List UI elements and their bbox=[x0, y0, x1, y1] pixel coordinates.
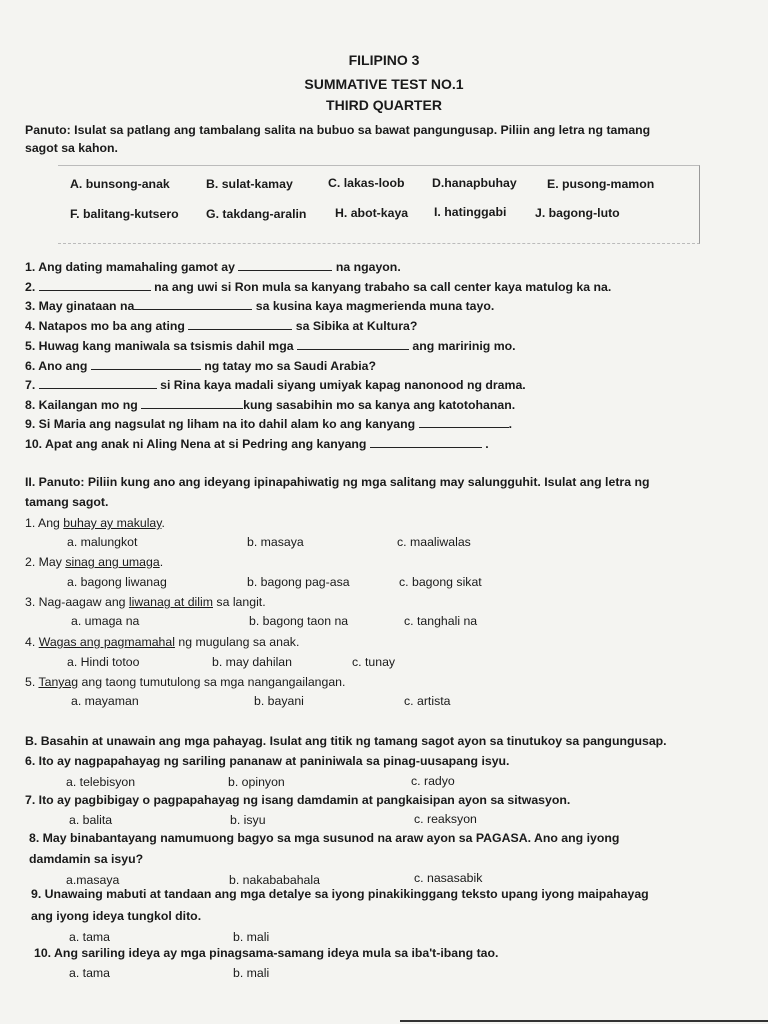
answer-blank[interactable] bbox=[39, 377, 157, 389]
choice-d: D.hanapbuhay bbox=[432, 176, 517, 190]
choice-f: F. balitang-kutsero bbox=[70, 207, 179, 221]
partB-question-9-line1: 9. Unawaing mabuti at tandaan ang mga detalye sa iyong pinakikinggang teksto upang iyong maipahayag bbox=[31, 887, 649, 901]
q9-choice-b: b. mali bbox=[233, 930, 270, 944]
part1-item-8: 8. Kailangan mo ng kung sasabihin mo sa kanya ang katotohanan. bbox=[25, 398, 516, 412]
part1-item-2: 2. na ang uwi si Ron mula sa kanyang trabaho sa call center kaya matulog ka na. bbox=[25, 280, 612, 294]
part1-item-6: 6. Ano ang ng tatay mo sa Saudi Arabia? bbox=[25, 359, 376, 373]
part1-item-5: 5. Huwag kang maniwala sa tsismis dahil mga ang maririnig mo. bbox=[25, 339, 516, 353]
test-title: SUMMATIVE TEST NO.1 bbox=[304, 76, 464, 92]
part1-item-10: 10. Apat ang anak ni Aling Nena at si Pedring ang kanyang . bbox=[25, 437, 489, 451]
part2-item-2-choice-a: a. bagong liwanag bbox=[67, 575, 167, 589]
answer-blank[interactable] bbox=[370, 436, 482, 448]
answer-blank[interactable] bbox=[188, 318, 292, 330]
q6-choice-a: a. telebisyon bbox=[66, 775, 136, 789]
part2-instruction-line1: II. Panuto: Piliin kung ano ang ideyang ipinapahiwatig ng mga salitang may salungguhit. Isulat ang letra ng bbox=[25, 475, 650, 489]
part2-item-4-choice-a: a. Hindi totoo bbox=[67, 655, 140, 669]
part2-item-3-choice-b: b. bagong taon na bbox=[249, 614, 349, 628]
q8-choice-a: a.masaya bbox=[66, 873, 120, 887]
q9-choice-a: a. tama bbox=[69, 930, 111, 944]
q7-choice-c: c. reaksyon bbox=[414, 812, 477, 826]
partB-question-10: 10. Ang sariling ideya ay mga pinagsama-samang ideya mula sa iba't-ibang tao. bbox=[34, 946, 499, 960]
part2-item-1-choice-a: a. malungkot bbox=[67, 535, 138, 549]
choice-i: I. hatinggabi bbox=[434, 205, 507, 219]
q7-choice-a: a. balita bbox=[69, 813, 113, 827]
answer-blank[interactable] bbox=[39, 279, 151, 291]
partB-instruction: B. Basahin at unawain ang mga pahayag. Isulat ang titik ng tamang sagot ayon sa tinutukoy sa pangungusap. bbox=[25, 734, 667, 748]
part2-item-5-choice-a: a. mayaman bbox=[71, 694, 139, 708]
q8-choice-c: c. nasasabik bbox=[414, 871, 483, 885]
answer-blank[interactable] bbox=[238, 259, 332, 271]
part2-item-2-choice-c: c. bagong sikat bbox=[399, 575, 482, 589]
part2-item-5: 5. Tanyag ang taong tumutulong sa mga nangangailangan. bbox=[25, 675, 346, 689]
part2-item-5-choice-c: c. artista bbox=[404, 694, 451, 708]
choice-c: C. lakas-loob bbox=[328, 176, 405, 190]
answer-blank[interactable] bbox=[419, 416, 509, 428]
part1-instruction-line2: sagot sa kahon. bbox=[25, 141, 118, 155]
part2-item-4: 4. Wagas ang pagmamahal ng mugulang sa anak. bbox=[25, 635, 300, 649]
part2-item-1-choice-c: c. maaliwalas bbox=[397, 535, 471, 549]
part2-item-1: 1. Ang buhay ay makulay. bbox=[25, 516, 165, 530]
part2-item-2: 2. May sinag ang umaga. bbox=[25, 555, 164, 569]
q8-choice-b: b. nakababahala bbox=[229, 873, 320, 887]
choice-a: A. bunsong-anak bbox=[70, 177, 170, 191]
part2-item-1-choice-b: b. masaya bbox=[247, 535, 304, 549]
part2-item-4-choice-b: b. may dahilan bbox=[212, 655, 292, 669]
choice-j: J. bagong-luto bbox=[535, 206, 620, 220]
subject-title: FILIPINO 3 bbox=[348, 52, 420, 68]
q10-choice-b: b. mali bbox=[233, 966, 270, 980]
choice-b: B. sulat-kamay bbox=[206, 177, 293, 191]
partB-question-9-line2: ang iyong ideya tungkol dito. bbox=[31, 909, 202, 923]
answer-blank[interactable] bbox=[141, 397, 243, 409]
part1-item-4: 4. Natapos mo ba ang ating sa Sibika at Kultura? bbox=[25, 319, 418, 333]
q6-choice-b: b. opinyon bbox=[228, 775, 285, 789]
part1-instruction-line1: Panuto: Isulat sa patlang ang tambalang salita na bubuo sa bawat pangungusap. Piliin ang letra ng tamang bbox=[25, 123, 651, 137]
partB-question-8-line2: damdamin sa isyu? bbox=[29, 852, 144, 866]
part1-item-1: 1. Ang dating mamahaling gamot ay na ngayon. bbox=[25, 260, 401, 274]
part2-item-3-choice-a: a. umaga na bbox=[71, 614, 140, 628]
choice-e: E. pusong-mamon bbox=[547, 177, 655, 191]
part1-item-3: 3. May ginataan na sa kusina kaya magmerienda muna tayo. bbox=[25, 299, 495, 313]
partB-question-7: 7. Ito ay pagbibigay o pagpapahayag ng isang damdamin at pangkaisipan ayon sa sitwasyon. bbox=[25, 793, 571, 807]
part1-item-7: 7. si Rina kaya madali siyang umiyak kapag nanonood ng drama. bbox=[25, 378, 526, 392]
part2-item-5-choice-b: b. bayani bbox=[254, 694, 304, 708]
q6-choice-c: c. radyo bbox=[411, 774, 455, 788]
partB-question-6: 6. Ito ay nagpapahayag ng sariling pananaw at paniniwala sa pinag-uusapang isyu. bbox=[25, 754, 510, 768]
part2-instruction-line2: tamang sagot. bbox=[25, 495, 109, 509]
part2-item-3: 3. Nag-aagaw ang liwanag at dilim sa langit. bbox=[25, 595, 266, 609]
q7-choice-b: b. isyu bbox=[230, 813, 266, 827]
choice-g: G. takdang-aralin bbox=[206, 207, 307, 221]
part2-item-3-choice-c: c. tanghali na bbox=[404, 614, 478, 628]
part1-item-9: 9. Si Maria ang nagsulat ng liham na ito dahil alam ko ang kanyang . bbox=[25, 417, 513, 431]
answer-blank[interactable] bbox=[134, 298, 252, 310]
answer-blank[interactable] bbox=[297, 338, 409, 350]
page-bottom-edge bbox=[400, 1020, 768, 1022]
partB-question-8-line1: 8. May binabantayang namumuong bagyo sa mga susunod na araw ayon sa PAGASA. Ano ang iyong bbox=[29, 831, 620, 845]
quarter-title: THIRD QUARTER bbox=[326, 97, 442, 113]
part2-item-4-choice-c: c. tunay bbox=[352, 655, 396, 669]
choice-h: H. abot-kaya bbox=[335, 206, 409, 220]
q10-choice-a: a. tama bbox=[69, 966, 111, 980]
part2-item-2-choice-b: b. bagong pag-asa bbox=[247, 575, 350, 589]
answer-blank[interactable] bbox=[91, 358, 201, 370]
